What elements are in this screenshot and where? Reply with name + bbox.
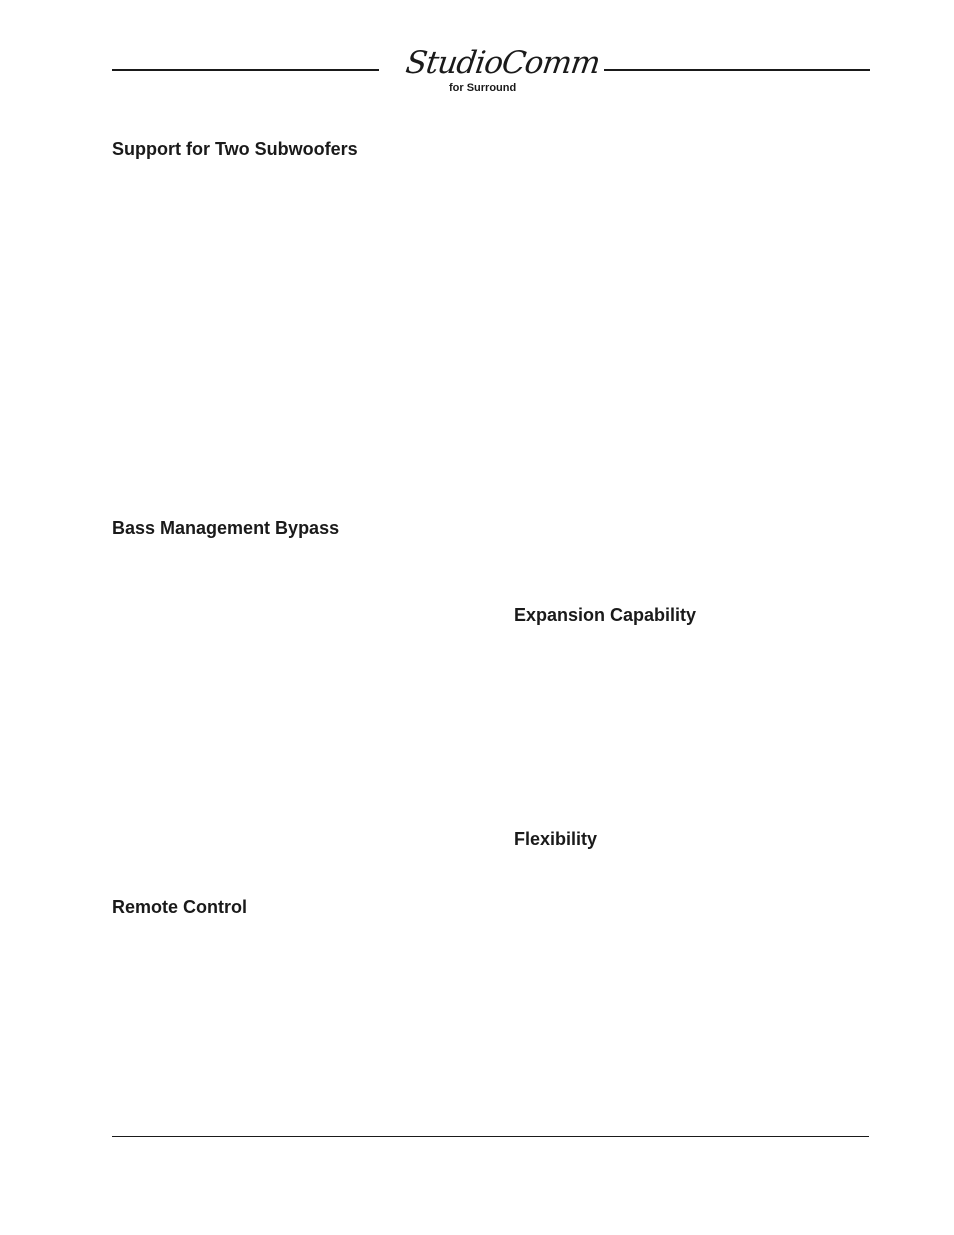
section-heading-remote-control: Remote Control (112, 897, 247, 917)
footer-rule (112, 1136, 869, 1137)
logo-subtitle: for Surround (449, 82, 517, 94)
studiocomm-logo (402, 45, 602, 100)
header-rule-left (112, 69, 379, 71)
header-rule-right (604, 69, 870, 71)
section-heading-subwoofers: Support for Two Subwoofers (112, 139, 358, 159)
section-heading-expansion: Expansion Capability (514, 605, 697, 625)
section-heading-bass-bypass: Bass Management Bypass (112, 518, 340, 538)
logo-script-text: StudioComm (403, 45, 602, 81)
section-heading-flexibility: Flexibility (514, 829, 598, 849)
